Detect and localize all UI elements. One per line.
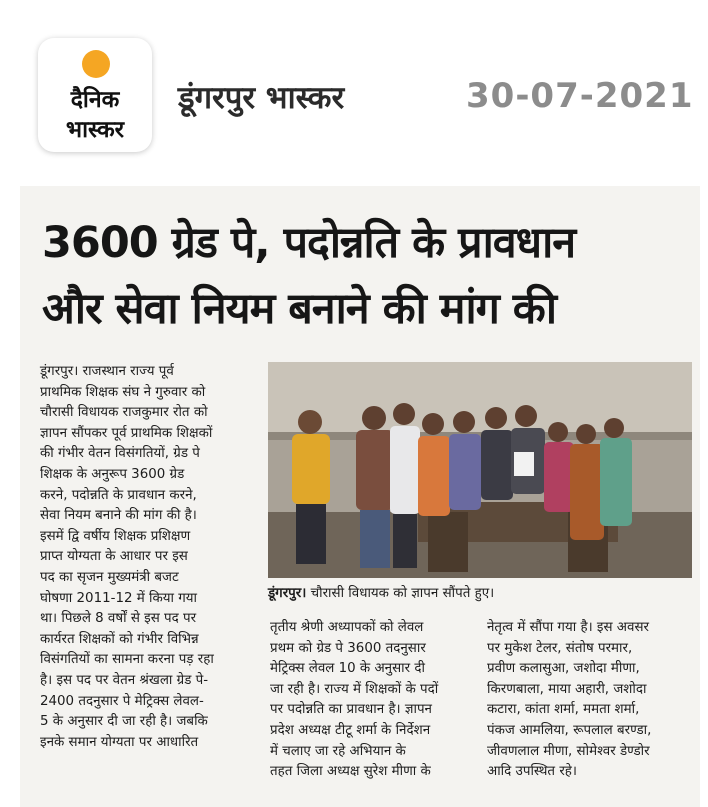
article-text-line: चौरासी विधायक राजकुमार रोत को <box>40 405 208 421</box>
article-text-line: आदि उपस्थित रहे। <box>487 764 577 780</box>
article-text-line: डूंगरपुर। राजस्थान राज्य पूर्व <box>40 364 174 379</box>
caption-text: चौरासी विधायक को ज्ञापन सौंपते हुए। <box>306 586 495 601</box>
article-text-line: पर पदोन्नति का प्रावधान है। ज्ञापन <box>270 702 432 718</box>
article-text-line: इनके समान योग्यता पर आधारित <box>40 734 199 750</box>
article-text-line: पर मुकेश टेलर, संतोष परमार, <box>487 640 633 656</box>
article-text-line: जा रही है। राज्य में शिक्षकों के पदों <box>270 681 439 697</box>
article-text-line: घोषणा 2011-12 में किया गया <box>40 590 198 606</box>
article-text-line: तृतीय श्रेणी अध्यापकों को लेवल <box>270 620 424 635</box>
article-column-2 <box>270 618 475 783</box>
sun-icon <box>82 50 110 78</box>
logo-text-line2: भास्कर <box>65 116 125 143</box>
article-column-3 <box>487 618 692 783</box>
photo-caption <box>268 580 692 610</box>
article-text-line: करने, पदोन्नति के प्रावधान करने, <box>40 487 197 503</box>
article-text-line: कटारा, कांता शर्मा, ममता शर्मा, <box>487 702 640 718</box>
edition-date: 30-07-2021 <box>466 76 694 116</box>
article-text-line: की गंभीर वेतन विसंगतियों, ग्रेड पे <box>40 446 200 462</box>
article-text-line: जीवणलाल मीणा, सोमेश्वर डेण्डोर <box>487 743 650 759</box>
dainik-bhaskar-logo[interactable] <box>38 38 152 152</box>
article-text-line: प्रवीण कलासुआ, जशोदा मीणा, <box>487 661 640 677</box>
article-text-line: किरणबाला, माया अहारी, जशोदा <box>487 681 647 697</box>
logo-text-line1: दैनिक <box>70 86 120 113</box>
article-text-line: विसंगतियों का सामना करना पड़ रहा <box>40 652 214 668</box>
news-photo <box>268 362 692 578</box>
edition-title: डूंगरपुर भास्कर <box>178 80 345 116</box>
article-text-line: 2400 तदनुसार पे मेट्रिक्स लेवल- <box>40 693 204 709</box>
article-text-line: सेवा नियम बनाने की मांग की है। <box>40 508 197 524</box>
article-text-line: प्रदेश अध्यक्ष टीटू शर्मा के निर्देशन <box>270 722 431 738</box>
app-header <box>0 0 708 170</box>
article-headline <box>42 210 692 342</box>
article-text-line: प्राथमिक शिक्षक संघ ने गुरुवार को <box>40 384 206 400</box>
headline-line-2: और सेवा नियम बनाने की मांग की <box>42 284 556 334</box>
article-text-line: प्राप्त योग्यता के आधार पर इस <box>40 549 188 565</box>
headline-line-1: 3600 ग्रेड पे, पदोन्नति के प्रावधान <box>42 218 576 268</box>
article-text-line: मेट्रिक्स लेवल 10 के अनुसार दी <box>270 661 425 677</box>
article-text-line: पद का सृजन मुख्यमंत्री बजट <box>40 569 179 585</box>
article-text-line: तहत जिला अध्यक्ष सुरेश मीणा के <box>270 764 431 780</box>
article-text-line: था। पिछले 8 वर्षों से इस पद पर <box>40 611 197 627</box>
article-text-line: शिक्षक के अनुरूप 3600 ग्रेड <box>40 466 185 482</box>
caption-place: डूंगरपुर। <box>268 586 307 601</box>
article-text-line: 5 के अनुसार दी जा रही है। जबकि <box>40 714 208 730</box>
article-text-line: कार्यरत शिक्षकों को गंभीर विभिन्न <box>40 631 199 647</box>
group-photo-illustration <box>268 362 692 578</box>
article-text-line: ज्ञापन सौंपकर पूर्व प्राथमिक शिक्षकों <box>40 425 213 441</box>
article-text-line: पंकज आमलिया, रूपलाल बरण्डा, <box>487 722 652 738</box>
article-text-line: नेतृत्व में सौंपा गया है। इस अवसर <box>487 620 649 635</box>
article-text-line: इसमें द्वि वर्षीय शिक्षक प्रशिक्षण <box>40 528 191 544</box>
article-text-line: प्रथम को ग्रेड पे 3600 तदनुसार <box>270 640 426 656</box>
article-column-1 <box>40 362 262 753</box>
article-text-line: में चलाए जा रहे अभियान के <box>270 743 406 759</box>
article-text-line: है। इस पद पर वेतन श्रंखला ग्रेड पे- <box>40 672 209 688</box>
